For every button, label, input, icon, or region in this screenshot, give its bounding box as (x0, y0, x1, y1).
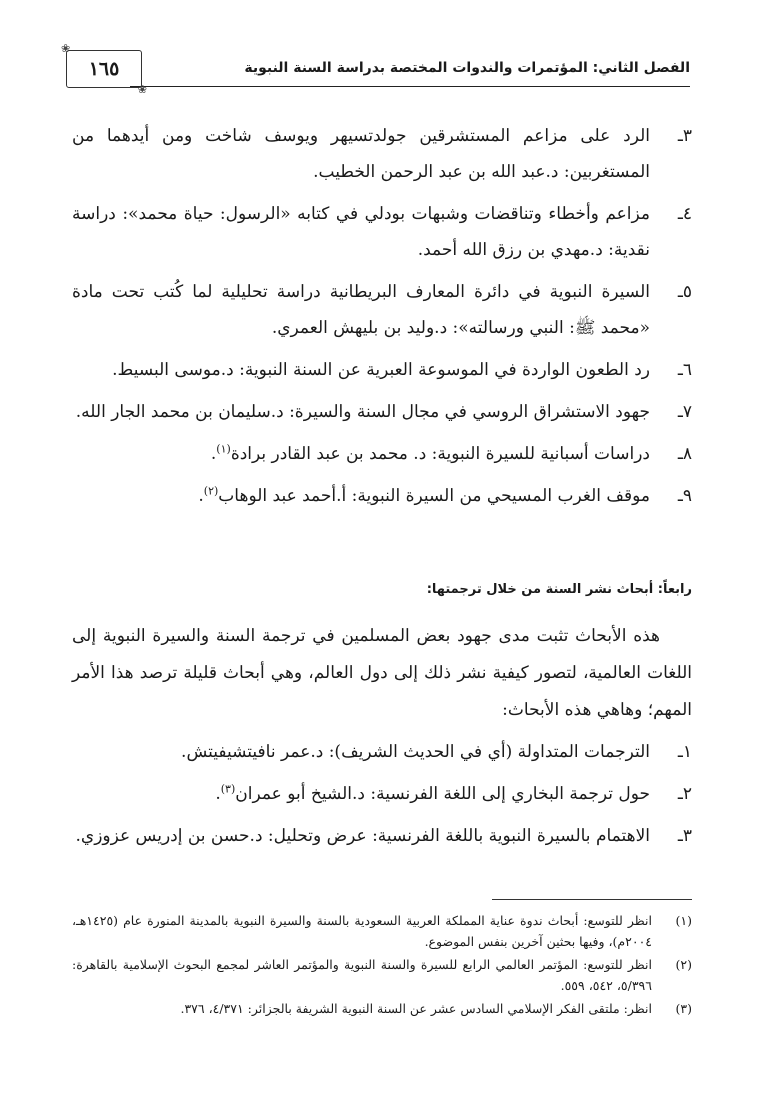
item-number: ٣ـ (677, 826, 692, 846)
item-text: جهود الاستشراق الروسي في مجال السنة والسيرة: د.سليمان بن محمد الجار الله. (75, 402, 650, 422)
research-list-b (72, 734, 692, 860)
page-header (61, 42, 690, 96)
footnote-number: (٣) (675, 1001, 692, 1016)
item-text: الاهتمام بالسيرة النبوية باللغة الفرنسية: عرض وتحليل: د.حسن بن إدريس عزوزي. (75, 826, 650, 846)
footnote-number: (١) (675, 913, 692, 928)
item-text: حول ترجمة البخاري إلى اللغة الفرنسية: د.الشيخ أبو عمران (235, 784, 650, 804)
item-number: ٧ـ (677, 402, 692, 422)
item-number: ٣ـ (677, 126, 692, 146)
list-item (72, 274, 692, 346)
item-number: ٨ـ (677, 444, 692, 464)
section-heading: رابعاً: أبحاث نشر السنة من خلال ترجمتها: (426, 582, 692, 597)
item-number: ٦ـ (677, 360, 692, 380)
running-header-title: الفصل الثاني: المؤتمرات والندوات المختصة بدراسة السنة النبوية (244, 60, 690, 76)
list-item (72, 118, 692, 190)
item-text: موقف الغرب المسيحي من السيرة النبوية: أ.أحمد عبد الوهاب (218, 486, 650, 506)
ornament-icon: ❀ (137, 83, 147, 96)
item-end: . (210, 444, 217, 464)
item-number: ٩ـ (677, 486, 692, 506)
footnote (72, 998, 692, 1019)
footnotes (72, 910, 692, 1021)
list-item (72, 352, 692, 388)
item-end: . (198, 486, 204, 506)
footnote-text: انظر للتوسع: المؤتمر العالمي الرابع للسيرة والسنة النبوية والمؤتمر العاشر لمجمع البحوث الإسلامية بالقاهرة: ٥/٣٩٦، ٥٤٢، ٥٥٩. (72, 957, 652, 993)
item-text: مزاعم وأخطاء وتناقضات وشبهات بودلي في كتابه «الرسول: حياة محمد»: دراسة نقدية: د.مهدي بن رزق الله أحمد. (72, 204, 650, 260)
footnote (72, 910, 692, 952)
item-number: ٥ـ (677, 282, 692, 302)
item-number: ٤ـ (677, 204, 692, 224)
page-number: ١٦٥ (88, 58, 120, 80)
footnote (72, 954, 692, 996)
footnote-text: انظر للتوسع: أبحاث ندوة عناية المملكة العربية السعودية بالسنة والسيرة النبوية بالمدينة المنورة عام (١٤٢٥هـ، ٢٠٠٤م)، وفيها بحثين آخرين بنفس الموضوع. (72, 913, 652, 949)
ornament-icon: ❀ (61, 42, 71, 55)
page-number-box (61, 42, 147, 96)
footnote-ref: (٢) (203, 484, 219, 498)
item-text: دراسات أسبانية للسيرة النبوية: د. محمد بن عبد القادر برادة (230, 444, 650, 464)
list-item (72, 478, 692, 514)
item-number: ١ـ (677, 742, 692, 762)
footnote-text: انظر: ملتقى الفكر الإسلامي السادس عشر عن السنة النبوية الشريفة بالجزائر: ٤/٣٧١، ٣٧٦. (180, 1001, 652, 1016)
item-text: الترجمات المتداولة (أي في الحديث الشريف): د.عمر نافيتشيفيتش. (181, 742, 650, 762)
list-item (72, 196, 692, 268)
intro-paragraph: هذه الأبحاث تثبت مدى جهود بعض المسلمين في ترجمة السنة والسيرة النبوية إلى اللغات العالمية، لتصور كيفية نشر ذلك إلى دول العالم، وهي أبحاث قليلة ترصد هذا الأمر المهم؛ وهاهي هذه الأبحاث: (72, 626, 692, 720)
item-text: السيرة النبوية في دائرة المعارف البريطانية دراسة تحليلية لما كُتب تحت مادة «محمد ﷺ: النبي ورسالته»: د.وليد بن بليهش العمري. (72, 282, 650, 338)
item-text: رد الطعون الواردة في الموسوعة العبرية عن السنة النبوية: د.موسى البسيط. (112, 360, 650, 380)
list-item (72, 734, 692, 770)
header-rule (130, 86, 690, 87)
list-item (72, 436, 692, 472)
list-item (72, 776, 692, 812)
footnote-rule (492, 899, 692, 900)
list-item (72, 818, 692, 854)
footnote-ref: (١) (216, 442, 231, 456)
item-text: الرد على مزاعم المستشرقين جولدتسيهر ويوسف شاخت ومن أيدهما من المستغربين: د.عبد الله بن عبد الرحمن الخطيب. (72, 126, 650, 182)
research-list-a (72, 118, 692, 520)
footnote-number: (٢) (675, 957, 692, 972)
item-number: ٢ـ (677, 784, 692, 804)
item-end: . (215, 784, 221, 804)
list-item (72, 394, 692, 430)
footnote-ref: (٣) (220, 782, 236, 796)
